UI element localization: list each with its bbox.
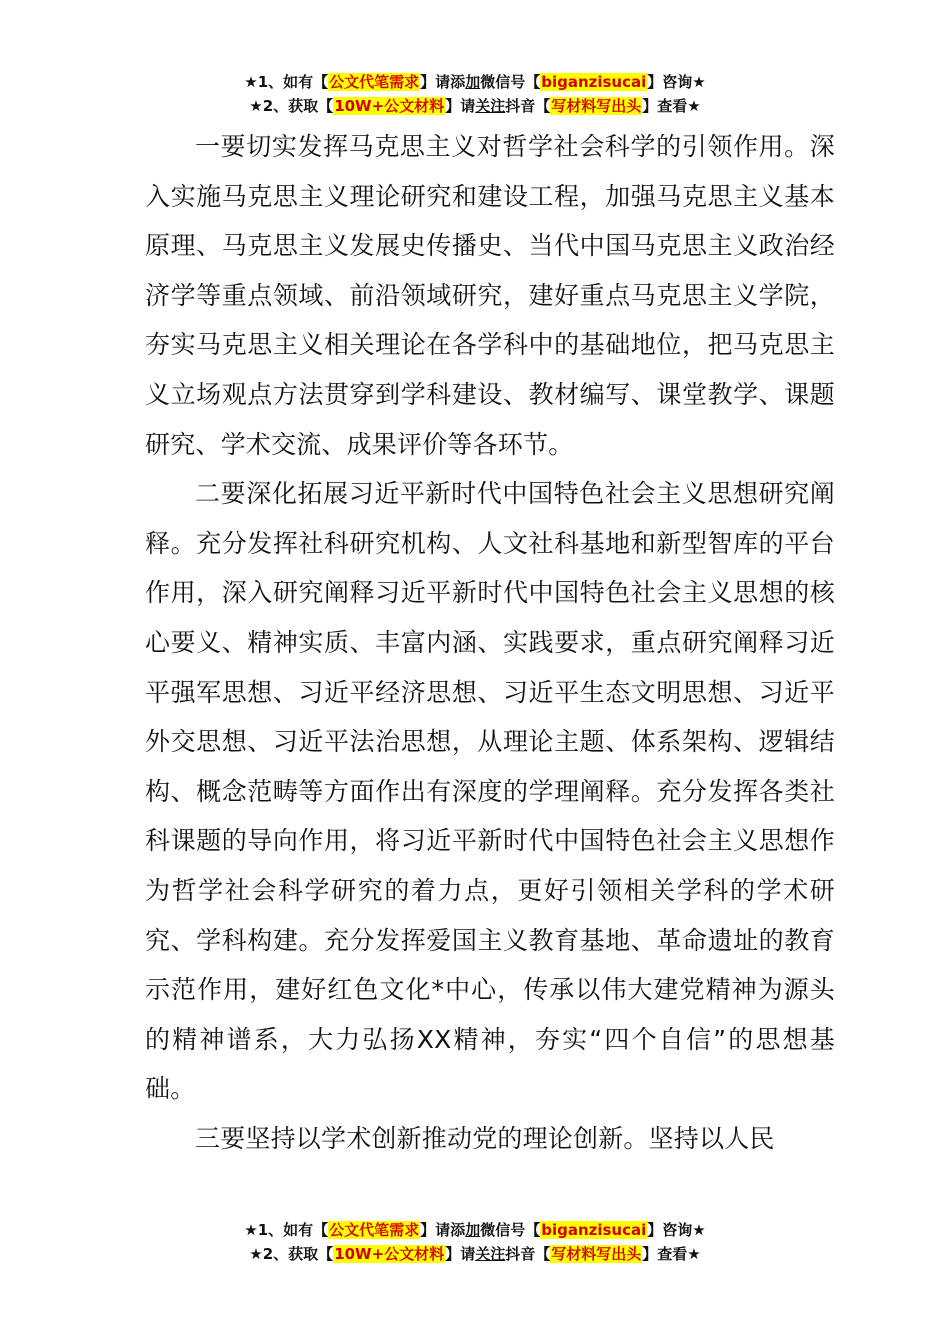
banner-text: 】请 [445, 1245, 476, 1263]
footer-banner [0, 1218, 950, 1266]
banner-text: ★1、如有【 [244, 1221, 329, 1239]
banner-text-underlined: 加 [465, 73, 481, 91]
banner-text: 微信号【 [480, 73, 541, 91]
highlight-douyin-account: 写材料写出头 [551, 1245, 642, 1263]
highlight-douyin-account: 写材料写出头 [551, 97, 642, 115]
paragraph-1: 一要切实发挥马克思主义对哲学社会科学的引领作用。深入实施马克思主义理论研究和建设工程，加强马克思主义基本原理、马克思主义发展史传播史、当代中国马克思主义政治经济学等重点领域、前沿领域研究，建好重点马克思主义学院，夯实马克思主义相关理论在各学科中的基础地位，把马克思主义立场观点方法贯穿到学科建设、教材编写、课堂教学、课题研究、学术交流、成果评价等各环节。 [145, 132, 835, 459]
banner-text: 抖音【 [505, 1245, 551, 1263]
banner-text: 微信号【 [480, 1221, 541, 1239]
banner-text: 抖音【 [505, 97, 551, 115]
document-body [145, 122, 835, 1163]
highlight-service: 公文代笔需求 [329, 73, 420, 91]
banner-text: 】请 [445, 97, 476, 115]
banner-text: 】请添 [420, 1221, 466, 1239]
header-banner [0, 70, 950, 118]
banner-line-1 [0, 70, 950, 94]
banner-text: ★2、获取【 [249, 1245, 334, 1263]
banner-line-2 [0, 1242, 950, 1266]
highlight-wechat-id: biganzisucai [541, 73, 647, 91]
banner-text: 】请添 [420, 73, 466, 91]
banner-text: 】咨询★ [647, 73, 706, 91]
banner-line-2 [0, 94, 950, 118]
banner-text: ★1、如有【 [244, 73, 329, 91]
banner-text: 】查看★ [642, 1245, 701, 1263]
banner-text: 】查看★ [642, 97, 701, 115]
banner-line-1 [0, 1218, 950, 1242]
paragraph-3: 三要坚持以学术创新推动党的理论创新。坚持以人民 [195, 1123, 775, 1153]
highlight-wechat-id: biganzisucai [541, 1221, 647, 1239]
paragraph-2: 二要深化拓展习近平新时代中国特色社会主义思想研究阐释。充分发挥社科研究机构、人文社科基地和新型智库的平台作用，深入研究阐释习近平新时代中国特色社会主义思想的核心要义、精神实质、丰富内涵、实践要求，重点研究阐释习近平强军思想、习近平经济思想、习近平生态文明思想、习近平外交思想、习近平法治思想，从理论主题、体系架构、逻辑结构、概念范畴等方面作出有深度的学理阐释。充分发挥各类社科课题的导向作用，将习近平新时代中国特色社会主义思想作为哲学社会科学研究的着力点，更好引领相关学科的学术研究、学科构建。充分发挥爱国主义教育基地、革命遗址的教育示范作用，建好红色文化*中心，传承以伟大建党精神为源头的精神谱系，大力弘扬XX精神，夯实“四个自信”的思想基础。 [145, 479, 835, 1104]
banner-text-underlined: 关注 [475, 97, 506, 115]
banner-text-underlined: 加 [465, 1221, 481, 1239]
banner-text-underlined: 关注 [475, 1245, 506, 1263]
highlight-materials: 10W+公文材料 [334, 1245, 445, 1263]
banner-text: 】咨询★ [647, 1221, 706, 1239]
highlight-materials: 10W+公文材料 [334, 97, 445, 115]
banner-text: ★2、获取【 [249, 97, 334, 115]
highlight-service: 公文代笔需求 [329, 1221, 420, 1239]
